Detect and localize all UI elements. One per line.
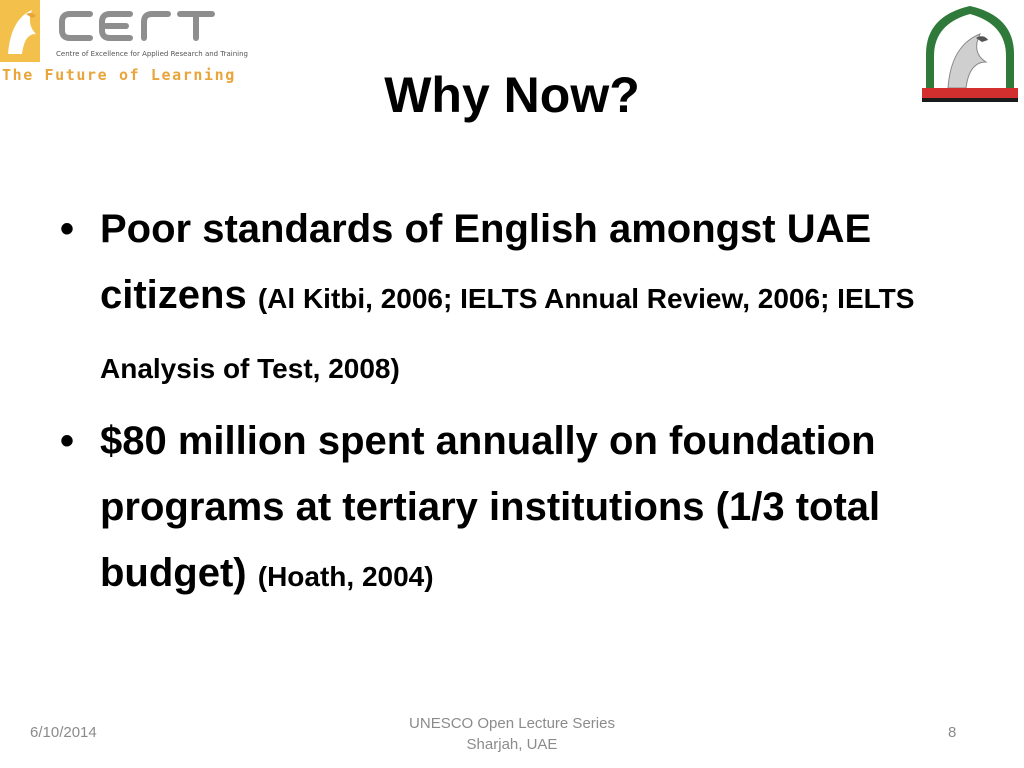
bullet-citation: (Hoath, 2004) (257, 561, 434, 592)
bullet-marker: • (60, 207, 75, 251)
bullet-text: Poor standards of English amongst UAE citizens (100, 207, 872, 317)
bullet-list (58, 196, 988, 616)
bullet-marker: • (60, 419, 75, 463)
bullet-citation: (Al Kitbi, 2006; IELTS Annual Review, 2006; IELTS Analysis of Test, 2008) (100, 283, 915, 384)
falcon-logo-icon (0, 0, 42, 64)
cert-wordmark-icon (56, 6, 216, 46)
page-number: 8 (948, 724, 957, 741)
footer-center (312, 713, 712, 755)
footer-series: UNESCO Open Lecture Series (409, 715, 615, 732)
slide-title: Why Now? (384, 67, 640, 123)
cert-subtitle: Centre of Excellence for Applied Research and Training (56, 50, 248, 58)
footer-date: 6/10/2014 (30, 724, 97, 741)
cert-tagline: The Future of Learning (2, 66, 236, 84)
bullet-item (58, 408, 988, 610)
footer-location: Sharjah, UAE (466, 736, 558, 753)
bullet-text: $80 million spent annually on foundation programs at tertiary institutions (1/3 total budget) (100, 419, 881, 595)
bullet-item (58, 196, 988, 402)
